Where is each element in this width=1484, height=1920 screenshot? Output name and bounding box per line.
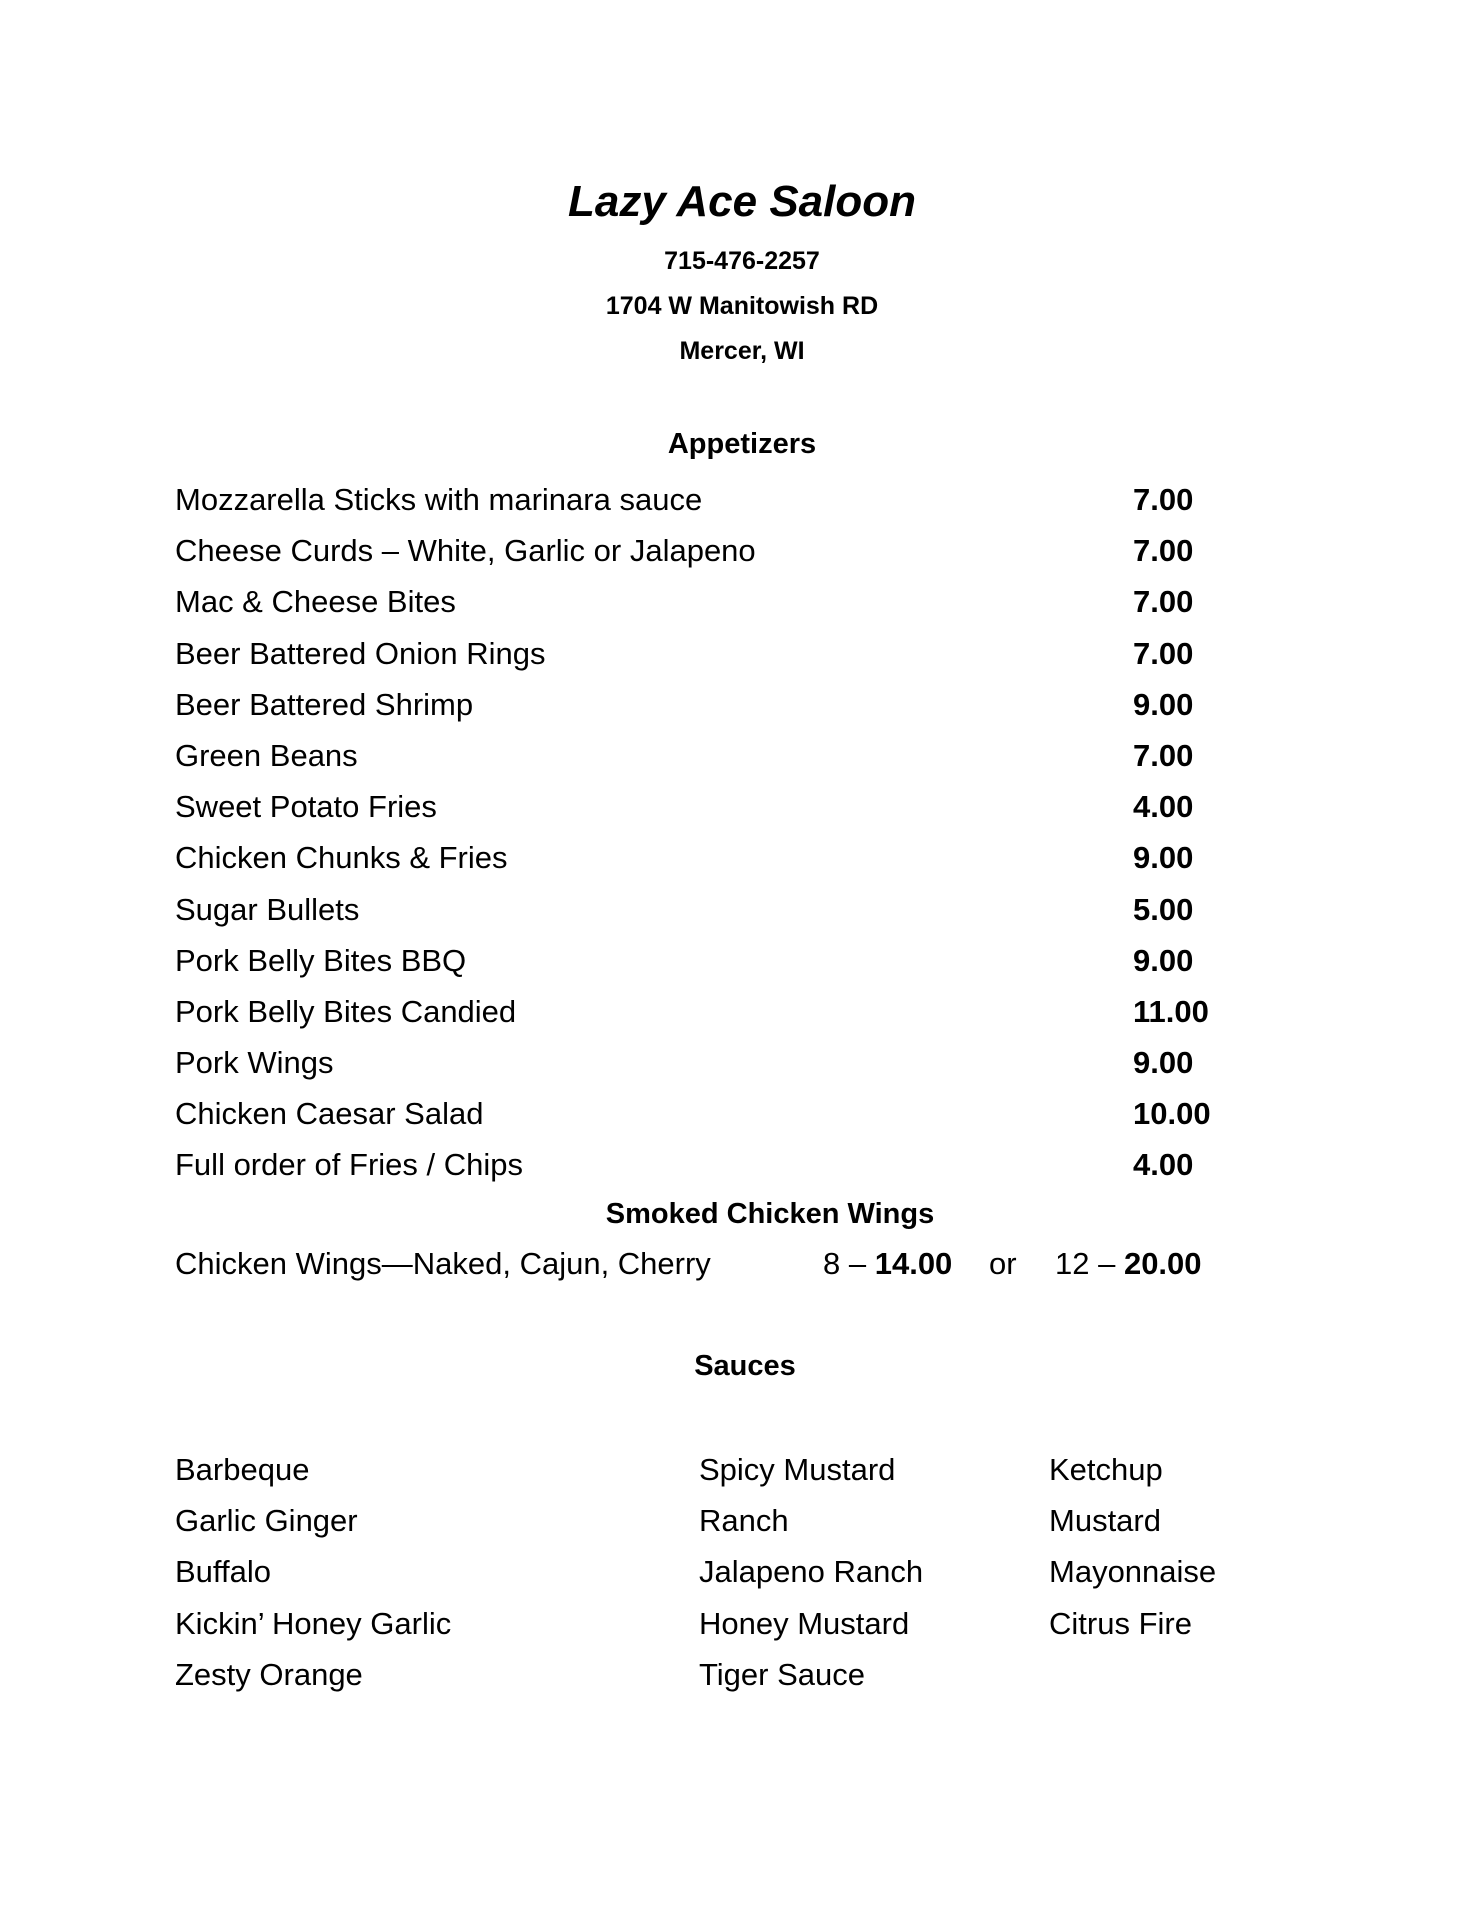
item-price: 4.00 <box>1133 1147 1194 1183</box>
sauce-item: Spicy Mustard <box>699 1452 896 1487</box>
city-state: Mercer, WI <box>679 337 805 365</box>
item-price: 5.00 <box>1133 891 1194 927</box>
item-price: 7.00 <box>1133 737 1194 773</box>
menu-item <box>175 730 1305 781</box>
item-name: Mac & Cheese Bites <box>175 584 456 620</box>
item-name: Green Beans <box>175 737 358 773</box>
menu-item <box>175 986 1305 1037</box>
sauces-heading: Sauces <box>694 1350 796 1382</box>
item-name: Chicken Chunks & Fries <box>175 840 508 876</box>
wings-qty-small: 8 – <box>823 1246 875 1281</box>
item-price: 9.00 <box>1133 942 1194 978</box>
phone-number: 715-476-2257 <box>664 247 820 275</box>
menu-item <box>175 525 1305 576</box>
item-name: Full order of Fries / Chips <box>175 1147 523 1183</box>
restaurant-title: Lazy Ace Saloon <box>567 177 917 226</box>
wings-option-large <box>1055 1238 1202 1290</box>
item-price: 9.00 <box>1133 686 1194 722</box>
menu-item <box>175 474 1305 525</box>
menu-item <box>175 884 1305 935</box>
menu-item <box>175 781 1305 832</box>
sauce-item: Zesty Orange <box>175 1656 363 1692</box>
item-name: Pork Belly Bites BBQ <box>175 942 467 978</box>
item-name: Chicken Caesar Salad <box>175 1096 484 1132</box>
sauce-column-2 <box>699 1444 923 1700</box>
item-price: 9.00 <box>1133 1045 1194 1081</box>
sauce-item: Jalapeno Ranch <box>699 1554 924 1590</box>
menu-item <box>175 832 1305 883</box>
sauce-item: Barbeque <box>175 1452 310 1487</box>
street-address: 1704 W Manitowish RD <box>605 292 879 320</box>
wings-or: or <box>989 1246 1017 1281</box>
item-name: Beer Battered Shrimp <box>175 686 474 722</box>
menu-item <box>175 1139 1305 1190</box>
item-price: 11.00 <box>1133 993 1209 1029</box>
wings-price-large: 20.00 <box>1123 1246 1202 1281</box>
sauce-item: Mayonnaise <box>1049 1554 1217 1590</box>
item-name: Pork Belly Bites Candied <box>175 993 517 1029</box>
sauce-item: Tiger Sauce <box>699 1656 865 1692</box>
sauce-item: Mustard <box>1049 1503 1161 1539</box>
item-price: 7.00 <box>1133 533 1194 569</box>
sauce-column-1 <box>175 1444 451 1700</box>
item-name: Sugar Bullets <box>175 891 360 927</box>
menu-item <box>175 628 1305 679</box>
item-price: 7.00 <box>1133 482 1194 517</box>
wings-heading: Smoked Chicken Wings <box>605 1198 935 1230</box>
menu-item <box>175 679 1305 730</box>
wings-name: Chicken Wings—Naked, Cajun, Cherry <box>175 1246 711 1281</box>
sauce-item: Buffalo <box>175 1554 271 1590</box>
appetizers-heading: Appetizers <box>667 428 817 460</box>
item-price: 10.00 <box>1133 1096 1211 1132</box>
menu-item <box>175 935 1305 986</box>
sauce-column-3 <box>1049 1444 1216 1649</box>
menu-item <box>175 576 1305 627</box>
item-name: Mozzarella Sticks with marinara sauce <box>175 482 703 517</box>
item-name: Beer Battered Onion Rings <box>175 635 546 671</box>
sauce-item: Ketchup <box>1049 1452 1163 1487</box>
item-name: Pork Wings <box>175 1045 334 1081</box>
wings-option-small <box>823 1238 952 1290</box>
menu-item <box>175 1037 1305 1088</box>
item-price: 4.00 <box>1133 789 1194 825</box>
sauce-item: Ranch <box>699 1503 789 1539</box>
item-price: 7.00 <box>1133 584 1194 620</box>
sauce-item: Kickin’ Honey Garlic <box>175 1605 452 1641</box>
item-price: 9.00 <box>1133 840 1194 876</box>
item-name: Sweet Potato Fries <box>175 789 437 825</box>
wings-qty-large: 12 – <box>1055 1246 1124 1281</box>
sauce-item: Citrus Fire <box>1049 1605 1192 1641</box>
sauce-item: Honey Mustard <box>699 1605 910 1641</box>
item-name: Cheese Curds – White, Garlic or Jalapeno <box>175 533 756 569</box>
wings-price-small: 14.00 <box>874 1246 953 1281</box>
appetizer-list <box>175 474 1305 1191</box>
menu-item <box>175 1088 1305 1139</box>
item-price: 7.00 <box>1133 635 1194 671</box>
sauce-item: Garlic Ginger <box>175 1503 358 1539</box>
wings-item <box>175 1238 1305 1290</box>
